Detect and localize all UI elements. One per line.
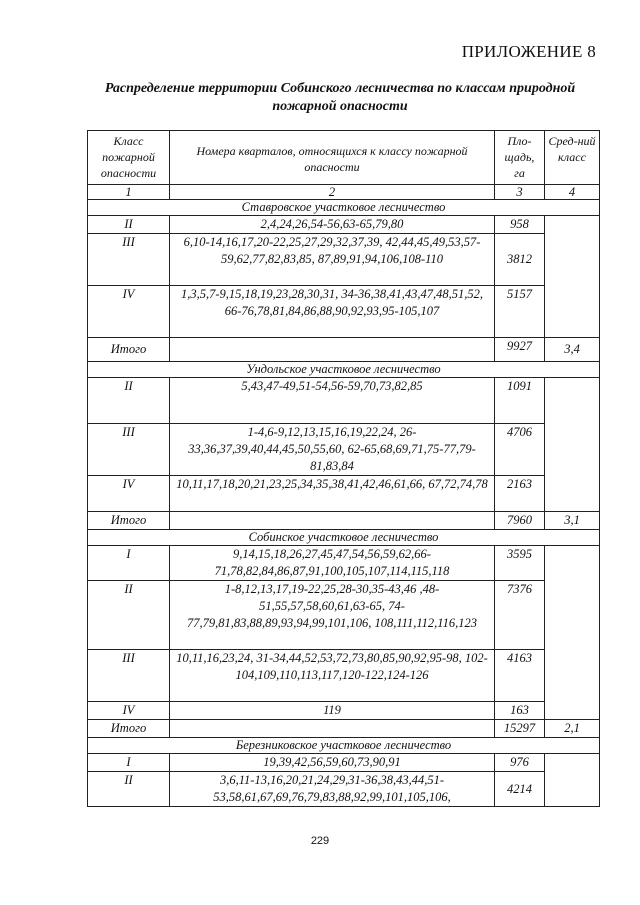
avg-class-value: 3,1 [545,512,600,530]
table-row [88,216,600,234]
section-title: Собинское участковое лесничество [88,530,600,546]
quarters-cell: 119 [170,702,495,720]
total-label: Итого [88,720,170,738]
col-number: 3 [495,185,545,200]
appendix-heading: ПРИЛОЖЕНИЕ 8 [461,42,596,61]
avg-class-value: 2,1 [545,720,600,738]
quarters-cell: 9,14,15,18,26,27,45,47,54,56,59,62,66- 71,78,82,84,86,87,91,100,105,107,114,115,118 [170,546,495,581]
class-cell: IV [88,476,170,512]
class-cell: IV [88,702,170,720]
area-cell: 4706 [495,424,545,476]
col-number: 2 [170,185,495,200]
table-row [88,234,600,286]
area-cell: 4214 [495,772,545,807]
class-cell: III [88,650,170,702]
section-title: Ундольское участковое лесничество [88,362,600,378]
col-header-avg: Сред-ний класс [545,131,600,185]
quarters-cell: 1-4,6-9,12,13,15,16,19,22,24, 26-33,36,37,39,40,44,45,50,55,60, 62-65,68,69,71,75-77,79-81,83,84 [170,424,495,476]
table-row [88,581,600,650]
quarters-cell: 5,43,47-49,51-54,56-59,70,73,82,85 [170,378,495,424]
table-row [88,650,600,702]
table-row [88,378,600,424]
avg-class-value: 3,4 [545,338,600,362]
class-cell: IV [88,286,170,338]
total-label: Итого [88,512,170,530]
area-cell: 163 [495,702,545,720]
table-row [88,702,600,720]
class-cell: II [88,378,170,424]
table-row [88,546,600,581]
quarters-cell: 10,11,17,18,20,21,23,25,34,35,38,41,42,46,61,66, 67,72,74,78 [170,476,495,512]
class-cell: II [88,581,170,650]
total-label: Итого [88,338,170,362]
class-cell: II [88,772,170,807]
total-empty [170,338,495,362]
total-area: 15297 [495,720,545,738]
section-title: Березниковское участковое лесничество [88,738,600,754]
section-row [88,362,600,378]
table-row [88,754,600,772]
fire-class-table [87,130,600,807]
class-cell: I [88,754,170,772]
document-title: Распределение территории Собинского лесничества по классам природной пожарной опасности [104,81,576,114]
table-row [88,772,600,807]
area-cell: 7376 [495,581,545,650]
col-header-quarters: Номера кварталов, относящихся к классу пожарной опасности [170,131,495,185]
column-number-row [88,185,600,200]
total-row [88,512,600,530]
class-cell: II [88,216,170,234]
total-area: 7960 [495,512,545,530]
quarters-cell: 1,3,5,7-9,15,18,19,23,28,30,31, 34-36,38,41,43,47,48,51,52, 66-76,78,81,84,86,88,90,92,93,95-105,107 [170,286,495,338]
section-row [88,738,600,754]
quarters-cell: 3,6,11-13,16,20,21,24,29,31-36,38,43,44,51- 53,58,61,67,69,76,79,83,88,92,99,101,105,106, [170,772,495,807]
section-row [88,530,600,546]
section-row [88,200,600,216]
class-cell: III [88,424,170,476]
section-title: Ставровское участковое лесничество [88,200,600,216]
area-cell: 2163 [495,476,545,512]
area-cell: 5157 [495,286,545,338]
class-cell: III [88,234,170,286]
col-header-class: Класс пожарной опасности [88,131,170,185]
avg-cell-empty [545,216,600,338]
table-row [88,476,600,512]
area-cell: 1091 [495,378,545,424]
total-empty [170,720,495,738]
table-row [88,424,600,476]
quarters-cell: 10,11,16,23,24, 31-34,44,52,53,72,73,80,85,90,92,95-98, 102-104,109,110,113,117,120-122,124-126 [170,650,495,702]
area-cell: 4163 [495,650,545,702]
total-empty [170,512,495,530]
area-cell: 976 [495,754,545,772]
avg-cell-empty [545,754,600,807]
area-cell: 3812 [495,234,545,286]
col-header-area: Пло-щадь, га [495,131,545,185]
total-row [88,720,600,738]
quarters-cell: 2,4,24,26,54-56,63-65,79,80 [170,216,495,234]
col-number: 1 [88,185,170,200]
avg-cell-empty [545,378,600,512]
class-cell: I [88,546,170,581]
area-cell: 958 [495,216,545,234]
quarters-cell: 6,10-14,16,17,20-22,25,27,29,32,37,39, 42,44,45,49,53,57-59,62,77,82,83,85, 87,89,91,94,106,108-110 [170,234,495,286]
col-number: 4 [545,185,600,200]
total-area: 9927 [495,338,545,362]
header-row [88,131,600,185]
quarters-cell: 19,39,42,56,59,60,73,90,91 [170,754,495,772]
avg-cell-empty [545,546,600,720]
quarters-cell: 1-8,12,13,17,19-22,25,28-30,35-43,46 ,48-51,55,57,58,60,61,63-65, 74-77,79,81,83,88,89,93,94,99,101,106, 108,111,112,116,123 [170,581,495,650]
page-number: 229 [310,835,330,847]
total-row [88,338,600,362]
table-row [88,286,600,338]
area-cell: 3595 [495,546,545,581]
